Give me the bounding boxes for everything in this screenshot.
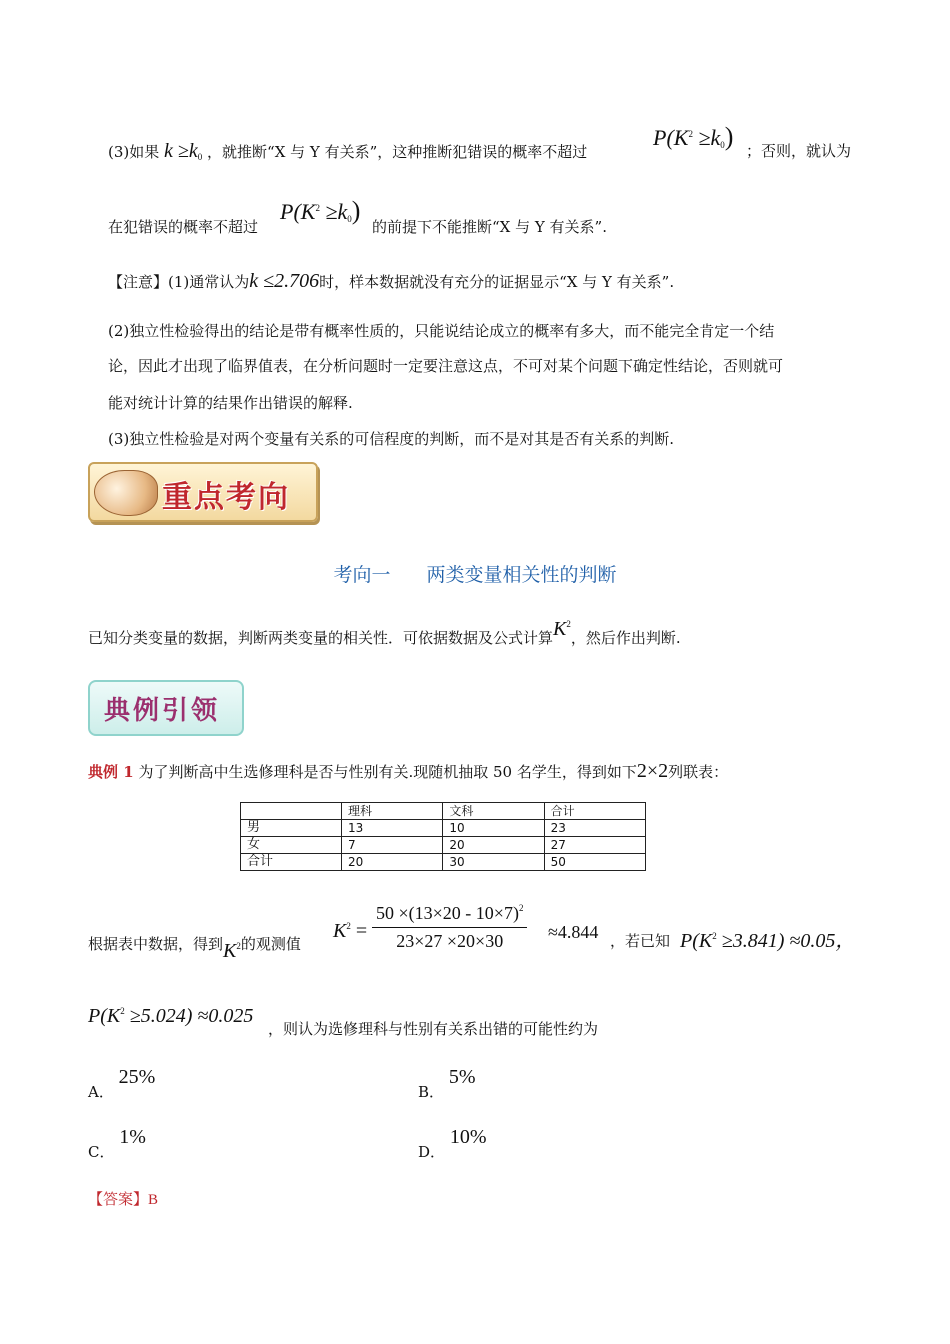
note-2-line3: 能对统计计算的结果作出错误的解释. bbox=[108, 394, 353, 412]
calc-tail: ，则认为选修理科与性别有关系出错的可能性约为 bbox=[268, 1020, 599, 1038]
fraction-numerator: $50 \times(13\times 20 - 10\times 7)^2$ bbox=[372, 903, 527, 928]
shell-icon bbox=[94, 470, 158, 516]
example-banner-title: 典例引领 bbox=[104, 696, 221, 726]
p3-line2-pre: 在犯错误的概率不超过 bbox=[108, 218, 259, 236]
calc-p2: $P(K^2 \ge 5.024) \approx 0.025$ bbox=[88, 1005, 254, 1027]
intro-k: $K^2$ bbox=[553, 618, 571, 640]
section-title: 两类变量相关性的判断 bbox=[426, 564, 617, 586]
example-label: 典例 1 bbox=[88, 763, 134, 781]
option-c[interactable] bbox=[88, 1126, 146, 1163]
calc-pre: 根据表中数据，得到$K^2$的观测值 bbox=[88, 935, 301, 962]
p3-line1: (3)如果 $k \ge k_0$ ，就推断“X 与 Y 有关系”，这种推断犯错误的概率不超过 bbox=[108, 140, 588, 162]
calc-approx: ≈4.844 bbox=[548, 922, 599, 942]
answer bbox=[88, 1188, 158, 1209]
table-dimension: 2×2 bbox=[636, 760, 669, 782]
table-row: 女 7 20 27 bbox=[241, 837, 646, 854]
note-1: 【注意】(1)通常认为k ≤2.706时，样本数据就没有充分的证据显示“X 与 Y 有关系”. bbox=[108, 270, 675, 292]
fraction-denominator: 23×27 ×20×30 bbox=[396, 931, 504, 951]
note-3: (3)独立性检验是对两个变量有关系的可信程度的判断，而不是对其是否有关系的判断. bbox=[108, 430, 675, 448]
section-label: 考向一 bbox=[333, 564, 391, 586]
option-d[interactable] bbox=[418, 1126, 487, 1163]
p3-probability: $P(K^2 \ge k_0)$ bbox=[653, 122, 734, 151]
option-b-letter: B． bbox=[418, 1083, 445, 1101]
example-1-text: 典例 1 为了判断高中生选修理科是否与性别有关.现随机抽取 50 名学生，得到如下2×2列联表： bbox=[88, 760, 729, 782]
chi-square-fraction bbox=[372, 903, 527, 952]
section-heading bbox=[0, 560, 950, 587]
table-header-row: 理科 文科 合计 bbox=[241, 803, 646, 820]
table-row: 男 13 10 23 bbox=[241, 820, 646, 837]
calc-p1: $P(K^2 \ge 3.841) \approx 0.05$， bbox=[680, 930, 856, 952]
table-row: 合计 20 30 50 bbox=[241, 854, 646, 871]
p3-suffix: ；否则，就认为 bbox=[746, 142, 852, 160]
contingency-table bbox=[240, 802, 646, 871]
note-2-line2: 论，因此才出现了临界值表，在分析问题时一定要注意这点，不可对某个问题下确定性结论，否则就可 bbox=[108, 357, 784, 375]
option-b[interactable] bbox=[418, 1066, 476, 1103]
calc-lhs: $K^2$ = bbox=[333, 920, 368, 942]
key-direction-title: 重点考向 bbox=[162, 480, 290, 515]
option-d-letter: D． bbox=[418, 1143, 446, 1161]
option-a-value: 25% bbox=[118, 1066, 156, 1088]
option-c-letter: C． bbox=[88, 1143, 115, 1161]
p3-condition: $k \ge k_0$ bbox=[164, 140, 203, 162]
example-banner bbox=[88, 680, 244, 736]
intro-text: 已知分类变量的数据，判断两类变量的相关性．可依据数据及公式计算$K^2$，然后作出判断. bbox=[88, 618, 681, 647]
p3-line2-probability: $P(K^2 \ge k_0)$ bbox=[280, 196, 361, 225]
key-direction-banner bbox=[88, 462, 318, 522]
option-a[interactable] bbox=[88, 1066, 156, 1103]
answer-value: B bbox=[148, 1192, 159, 1208]
answer-label: 【答案】 bbox=[88, 1190, 149, 1208]
option-a-letter: A． bbox=[88, 1083, 114, 1101]
calc-known: ，若已知 bbox=[610, 932, 671, 950]
note-2-line1: (2)独立性检验得出的结论是带有概率性质的，只能说结论成立的概率有多大，而不能完全肯定一个结 bbox=[108, 322, 775, 340]
option-b-value: 5% bbox=[448, 1066, 476, 1088]
option-c-value: 1% bbox=[119, 1126, 146, 1148]
p3-line2-post: 的前提下不能推断“X 与 Y 有关系”. bbox=[372, 218, 607, 236]
option-d-value: 10% bbox=[449, 1126, 487, 1148]
